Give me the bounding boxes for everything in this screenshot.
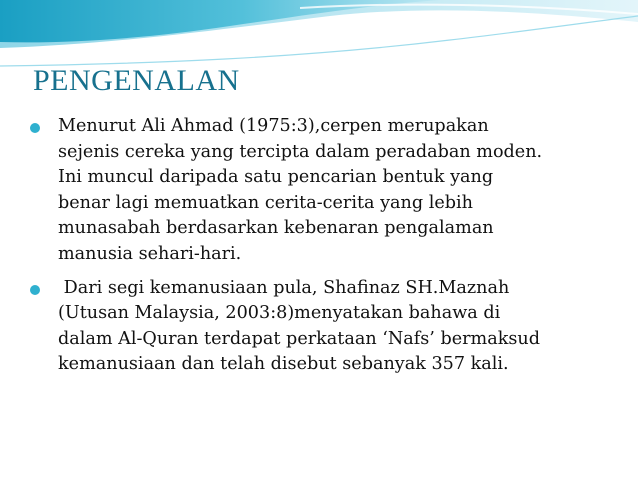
slide-title: PENGENALAN (33, 64, 240, 97)
bullet-line: Dari segi kemanusiaan pula, Shafinaz SH.Maznah (58, 277, 510, 298)
bullet-dot-icon (30, 123, 40, 133)
bullet-line: sejenis cereka yang tercipta dalam peradaban moden. (58, 141, 543, 162)
bullet-line: manusia sehari-hari. (58, 243, 242, 264)
bullet-line: Ini muncul daripada satu pencarian bentuk yang (58, 167, 494, 188)
bullet-item (24, 276, 624, 378)
bullet-line: Menurut Ali Ahmad (1975:3),cerpen merupakan (58, 116, 489, 136)
bullet-line: munasabah berdasarkan kebenaran pengalaman (58, 218, 494, 239)
bullet-line: kemanusiaan dan telah disebut sebanyak 357 kali. (58, 354, 509, 375)
bullet-item (24, 114, 624, 268)
bullet-list (24, 114, 624, 386)
bullet-line: (Utusan Malaysia, 2003:8)menyatakan bahawa di (58, 303, 501, 324)
bullet-line: dalam Al-Quran terdapat perkataan ‘Nafs’ bermaksud (58, 328, 541, 349)
bullet-dot-icon (30, 285, 40, 295)
bullet-line: benar lagi memuatkan cerita-cerita yang lebih (58, 192, 473, 213)
wave-header-decoration (0, 0, 638, 72)
